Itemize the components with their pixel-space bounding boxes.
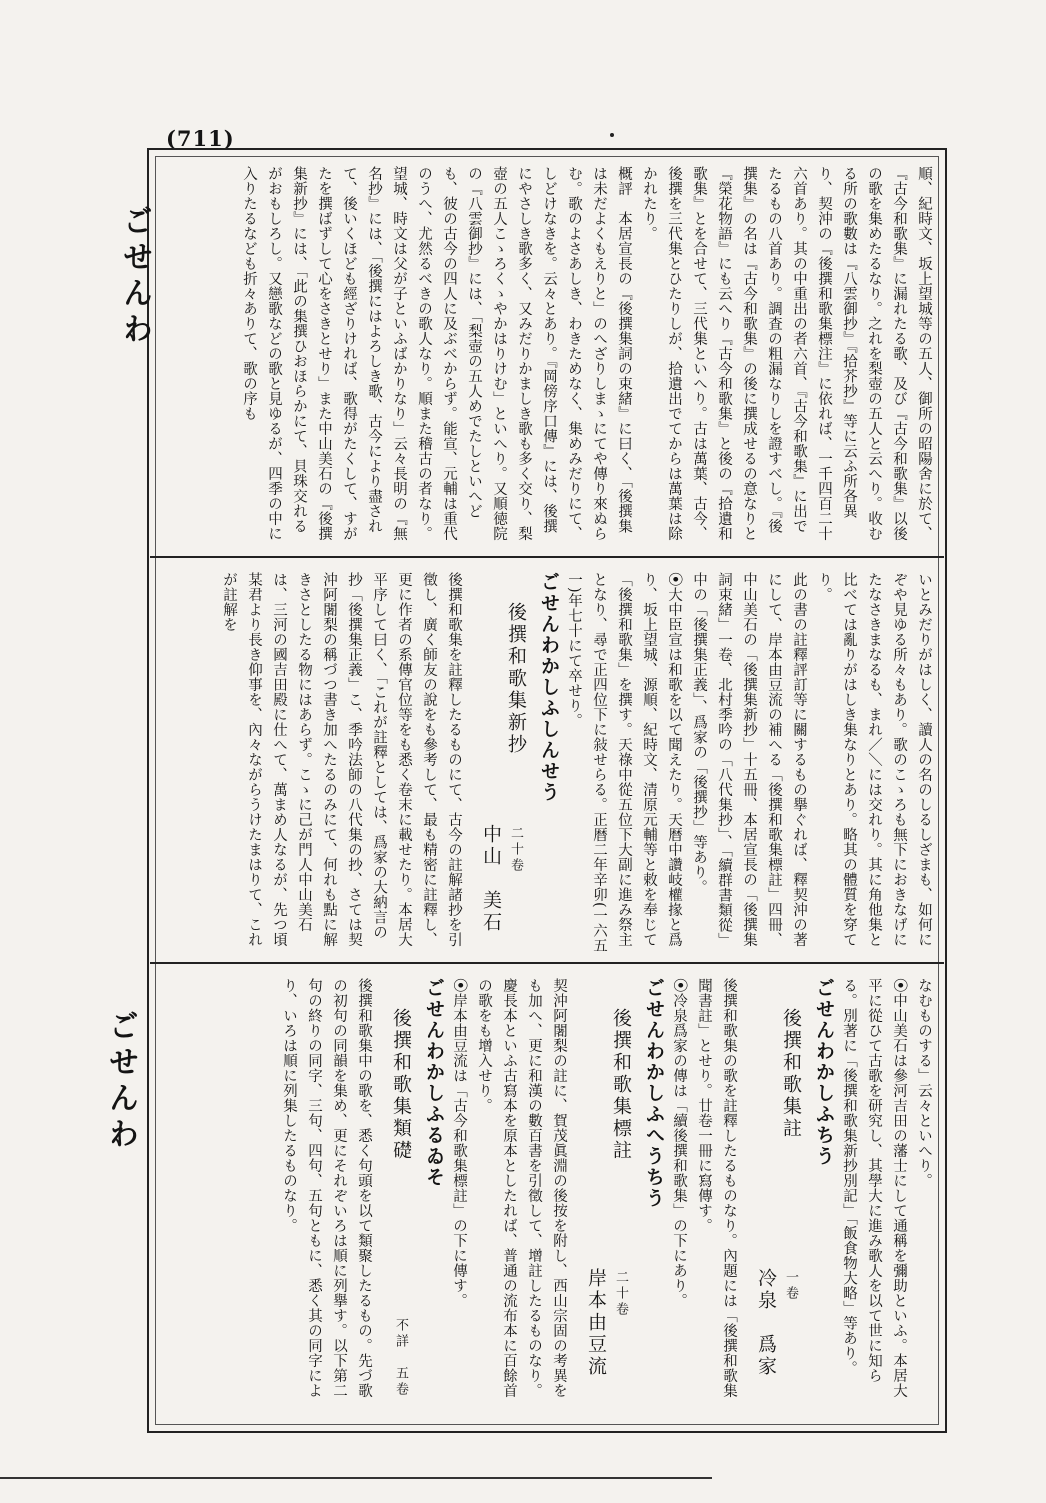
entry-title: 後撰和歌集新抄 <box>505 602 527 756</box>
entry-note: ⦿冷泉爲家の傳は「續後撰和歌集」の下にあり。 <box>671 978 687 1308</box>
side-label-lower: ごせんわ <box>103 1010 138 1154</box>
middle-section <box>168 572 936 954</box>
entry-meta <box>388 1298 413 1398</box>
entry-title-line <box>583 978 633 1398</box>
bottom-rule <box>0 1477 712 1479</box>
middle-paragraph: いとみだりがはしく、讀人の名のしるしざまも、如何にぞや見ゆる所々もあり。歌のこゝろも無下におきなげにたなさきまなるも、まれ／＼には交れり。其に角他集と比べては亂りがはしき集なりとあり。略其の體質を穿てり。 <box>816 572 932 947</box>
page-number: (711) <box>166 126 235 151</box>
section-divider-lower <box>150 962 944 964</box>
entry-text: 契沖阿闍梨の註に、賀茂眞淵の後按を附し、西山宗固の考異をも加へ、更に和漢の數百書を引徵して、增註したるものなり。慶長本といふ古寫本を原本としたれば、普通の流布本に百餘首の歌をも增入せり。 <box>476 978 567 1398</box>
top-section <box>168 166 936 548</box>
top-paragraph: 概評 本居宣長の『後撰集詞の束緒』に曰く、「後撰集は未だよくもえりと」のへざりしまゝにてや傳り來ぬらむ。歌のよさあしき、わきためなく、集めみだりにて、しどけなきを。云々とあり。『岡傍序口傳』には、後撰にやさしき歌多く、又みだりかましき歌も多く交り、梨壺の五人こゝろくゝやかはりけむ」といへり。又順徳院の『八雲御抄』には、「梨壺の五人めでたしといへども、彼の古今の四人に及ぶべからず。能宣、元輔は重代のうへ、尤然るべきの歌人なり。順また稽古の者なり。望城、時文は父が子といふばかりなり」云々長明の『無名抄』には、「後撰にはよろしき歌、古今により盡されて、後いくほども經ざりければ、歌得がたくして、すがたを撰ばずして心をさきとせり」また中山美石の『後撰集新抄』には、「此の集撰ひおほらかにて、貝珠交れるがおもしろし。又戀歌などの歌と見ゆるが、四季の中に入りたるなども折々ありて、歌の序も <box>241 166 632 541</box>
entry-title: 後撰和歌集標註 <box>610 1008 632 1162</box>
side-label-upper: ごせんわ <box>117 205 152 349</box>
middle-paragraph: ⦿大中臣宣は和歌を以て聞えたり。天暦中讚岐權掾と爲り、坂上望城、源順、紀時文、清原元輔等と敕を奉じて「後撰和歌集」を撰す。天祿中從五位下大副に進み祭主となり、尋で正四位下に敍せらる。正暦二年辛卯(一六五一)年七十にて卒せり。 <box>566 572 682 954</box>
bottom-lead: なむものする」云々といへり。 <box>916 978 932 1188</box>
entry-text: 後撰和歌集の歌を註釋したるものなり。內題には「後撰和歌集聞書註」とせり。廿卷一冊に寫傳す。 <box>696 978 737 1398</box>
top-paragraph: 順、紀時文、坂上望城等の五人、御所の昭陽舍に於て、『古今和歌集』に漏れたる歌、及び『古今和歌集』以後の歌を集めたるなり。之れを梨壺の五人と云へり。收むる所の歌數は『八雲御抄』『拾芥抄』等に云ふ所各異り、契沖の『後撰和歌集標注』に依れば、一千四百二十六首あり。其の中重出の者六首、『古今和歌集』に出でたるもの八首あり。調査の粗漏なりしを證すべし。『後撰集』の名は『古今和歌集』の後に撰成せるの意なりと『榮花物語』にも云へり『古今和歌集』と後の『拾遺和歌集』とを合せて、三代集といへり。古は萬葉、古今、後撰を三代集とひたりしが、拾遺出でてからは萬葉は除かれたり。 <box>641 166 932 541</box>
entry-heading: ごせんわかしふるゐそ <box>423 978 445 1188</box>
print-speck <box>610 133 614 137</box>
entry-heading: ごせんわかしふちう <box>813 978 835 1167</box>
entry-note: ⦿岸本由豆流は「古今和歌集標註」の下に傳す。 <box>451 978 467 1308</box>
entry-heading: ごせんわかしふへうちう <box>643 978 665 1209</box>
entry-volumes: 二十卷 <box>613 1270 628 1318</box>
entry-meta <box>753 1250 803 1398</box>
entry-title: 後撰和歌集註 <box>780 1008 802 1140</box>
entry-author: 岸本由豆流 <box>585 1268 607 1378</box>
section-divider-upper <box>150 556 944 558</box>
entry-author: 冷泉 爲家 <box>755 1268 777 1378</box>
entry-title-line <box>388 978 413 1398</box>
entry-volumes: 不詳 五卷 <box>393 1318 408 1398</box>
middle-paragraph: 此の書の註釋評訂等に關するもの擧ぐれば、釋契沖の著にして、岸本由豆流の補へる「後撰和歌集標註」四冊、中山美石の「後撰集新抄」十五冊、本居宣長の「後撰集詞束緒」一卷、北村季吟の「八代集抄」、「續群書類從」中の「後撰集正義」、爲家の「後撰抄」等あり。 <box>691 572 807 948</box>
entry-heading: ごせんわかしふしんせう <box>538 572 560 803</box>
entry-volumes: 二十卷 <box>508 826 523 874</box>
entry-meta <box>583 1250 633 1398</box>
entry-text: 後撰和歌集を註釋したるものにて、古今の註解諸抄を引徵し、廣く師友の說をも參考して、最も精密に註釋し、更に作者の系傳官位等をも悉く卷末に載せたり。本居大平序して曰く、「これが註釋としては、爲家の大納言の抄「後撰集正義」こ、季吟法師の八代集の抄、さては契沖阿闍梨の稱づつ書き加へたるのみにて、何れも點に解きさとしたる物にはあらず。こゝに己が門人中山美石は、三河の國吉田殿に仕へて、萬まめ人なるが、先つ頃某君より長き仰事を、內々ながらうけたまはりて、これが註解を <box>221 572 462 947</box>
entry-title-line <box>753 978 803 1398</box>
entry-author: 中山 美石 <box>480 824 502 934</box>
bottom-note: ⦿中山美石は參河吉田の藩士にして通稱を彌助といふ。本居大平に從ひて古歌を研究し、其學大に進み歌人を以て世に知らる。別著に「後撰和歌集新抄別記」「飯食物大略」等あり。 <box>841 978 907 1398</box>
entry-title: 後撰和歌集類礎 <box>390 1008 412 1162</box>
entry-meta <box>478 806 528 954</box>
entry-volumes: 一卷 <box>783 1270 798 1302</box>
entry-title-line <box>478 572 528 954</box>
bottom-section <box>168 978 936 1398</box>
entry-text: 後撰和歌集中の歌を、悉く句頭を以て類聚したるもの。先づ歌の初句の同韻を集め、更にそれぞいろは順に列擧す。以下第二句の終りの同字、三句、四句、五句ともに、悉く其の同字により、いろは順に列集したるものなり。 <box>281 978 372 1398</box>
